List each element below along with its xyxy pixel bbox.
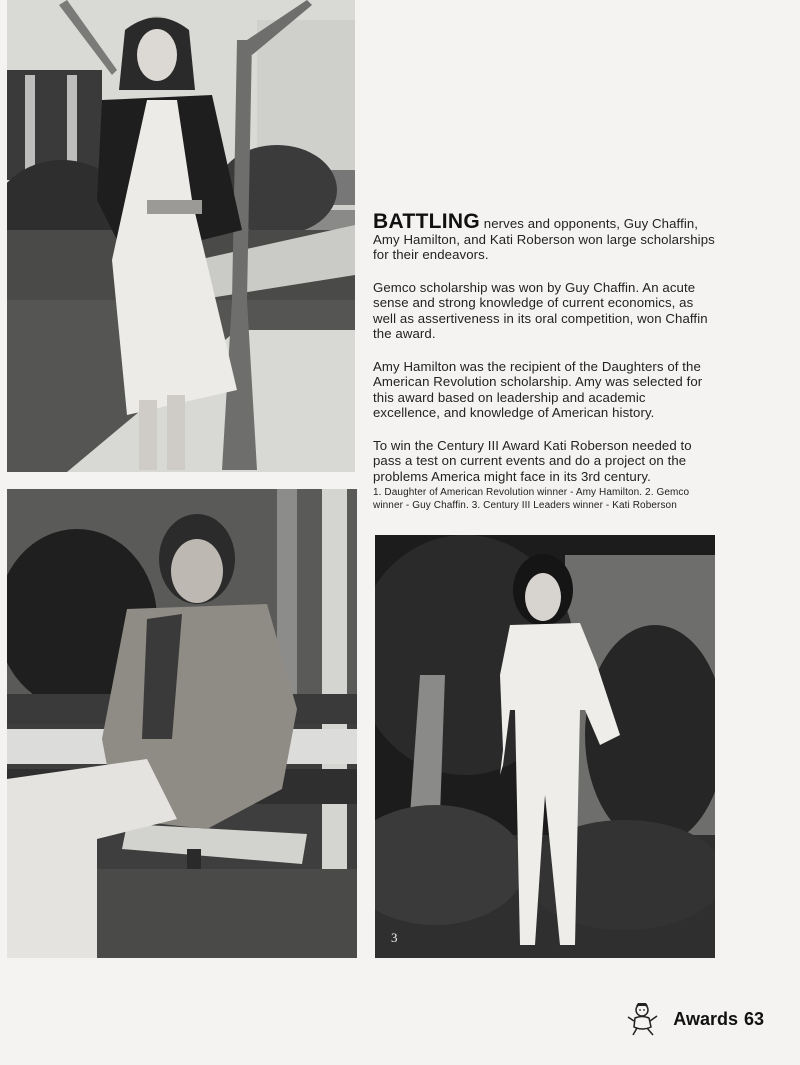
lead-word: BATTLING: [373, 210, 480, 233]
mascot-icon: [625, 1001, 661, 1037]
photo-caption: 1. Daughter of American Revolution winner - Amy Hamilton. 2. Gemco winner - Guy Chaffin. 3. Century III Leaders winner - Kati Roberson: [373, 487, 690, 511]
lead-text: nerves and opponents, Guy Chaffin, Amy Hamilton, and Kati Roberson won large scholarships for their endeavors.: [373, 216, 715, 262]
footer-section-label: Awards: [673, 1008, 738, 1029]
photo-2-image: [7, 489, 357, 958]
article: [373, 210, 716, 501]
photo-3-number: 3: [391, 930, 398, 945]
page-footer: [625, 1001, 764, 1037]
photo-guy-chaffin: [7, 489, 357, 958]
page-number: 63: [743, 1008, 764, 1029]
article-paragraph-3: To win the Century III Award Kati Roberson needed to pass a test on current events and do a project on the problems America might face in its 3rd century.: [373, 437, 692, 484]
photo-amy-hamilton: [7, 0, 355, 472]
photo-kati-roberson: [375, 535, 715, 958]
article-paragraph-2: Amy Hamilton was the recipient of the Daughters of the American Revolution scholarship. Amy was selected for this award based on leadership and academic excellence, and knowledge of American history.: [373, 358, 703, 420]
lead-paragraph: [373, 210, 716, 263]
article-paragraph-1: Gemco scholarship was won by Guy Chaffin. An acute sense and strong knowledge of current economics, as well as assertiveness in its oral competition, won Chaffin the award.: [373, 279, 708, 341]
photo-1-image: [7, 0, 355, 472]
photo-3-image: [375, 535, 715, 958]
